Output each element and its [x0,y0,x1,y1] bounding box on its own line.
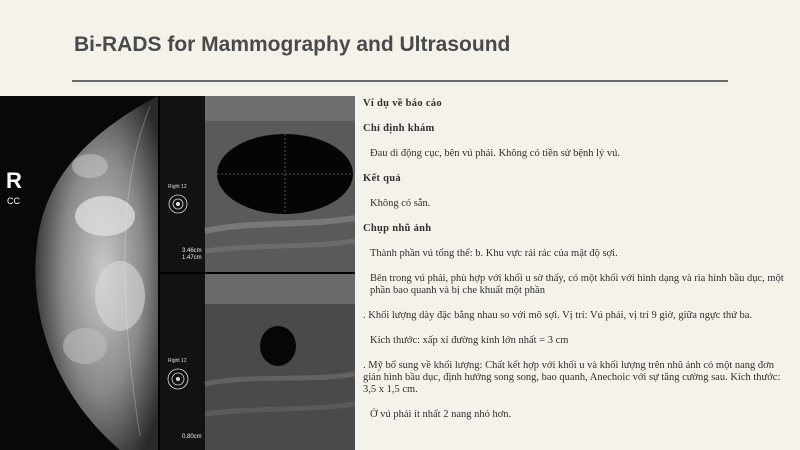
slide-title: Bi-RADS for Mammography and Ultrasound [74,33,511,56]
measurement-bottom: 0.80cm [182,434,202,440]
additional-text: Ở vú phải ít nhất 2 nang nhỏ hơn. [370,409,512,420]
density-text: . Khối lượng dày đặc bằng nhau so với mô sợi. Vị trí: Vú phải, vị trí 9 giờ, giữa ngực thứ ba. [363,310,753,321]
probe-label-bottom: Right 12 [168,358,187,364]
measurement-1-top: 3.46cm [182,248,202,254]
ultrasound-image-bottom [160,274,355,450]
indication-text: Đau di động cục, bên vú phải. Không có tiền sử bệnh lý vú. [370,148,621,159]
example-heading: Ví dụ về báo cáo [363,98,442,109]
side-marker: R [6,168,22,193]
report-text [363,96,793,421]
size-text: Kích thước: xấp xỉ đường kính lớn nhất = 3 cm [370,335,569,346]
title-divider [72,80,728,82]
ultrasound-image-top [160,96,355,272]
probe-label-top: Right 12 [168,184,187,190]
measurement-2-top: 1.47cm [182,255,202,261]
mammography-heading: Chụp nhũ ảnh [363,223,432,234]
mammogram-image [0,96,158,450]
result-heading: Kết quả [363,173,401,184]
image-collage [0,96,355,450]
supplement-text: . Mỹ bổ sung về khối lượng: Chất kết hợp với khối u và khối lượng trên nhũ ảnh có một nang đơn giản hình bầu dục, định hướng song song, bao quanh, Anechoic với sự tăng cường sau. Kích thước: 3,5 x 1,5 cm. [363,360,781,395]
finding-text: Bên trong vú phải, phù hợp với khối u sờ thấy, có một khối với hình dạng và rìa hình bầu dục, một phần bao quanh và bị che khuất một phần [370,273,784,296]
composition-text: Thành phần vú tổng thể: b. Khu vực rải rác của mật độ sợi. [370,248,618,259]
result-text: Không có sẵn. [370,198,431,209]
view-label: CC [7,196,20,206]
indication-heading: Chỉ định khám [363,123,435,134]
